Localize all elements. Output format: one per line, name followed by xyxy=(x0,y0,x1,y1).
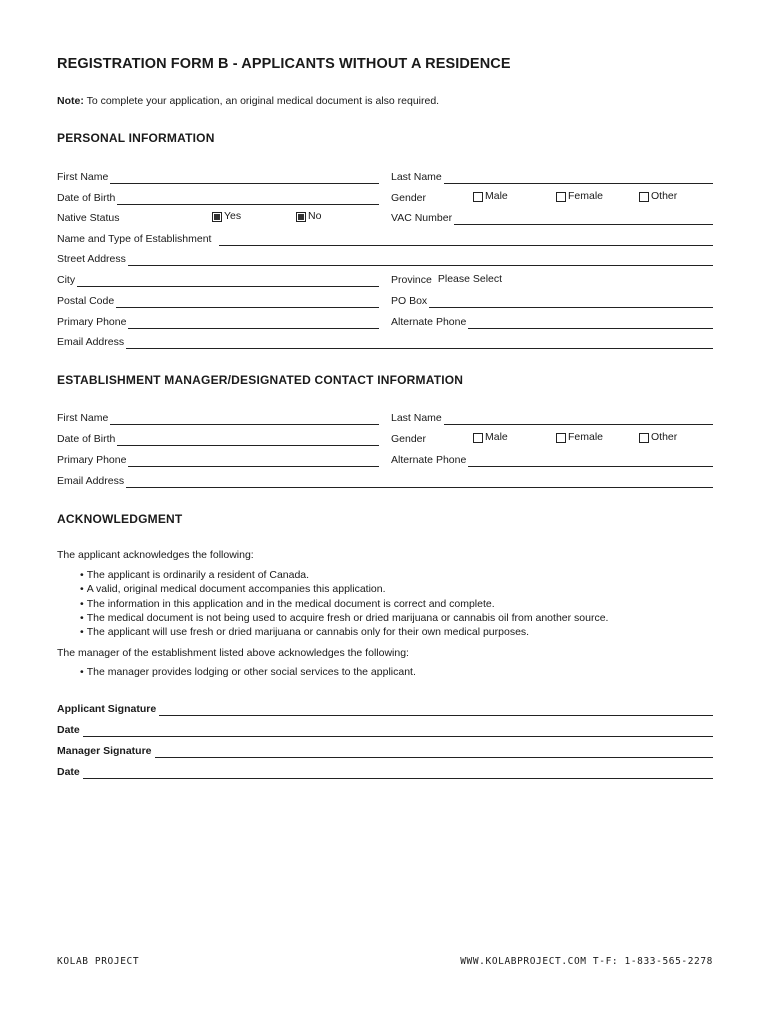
native-status-label: Native Status xyxy=(57,212,120,224)
manager-signature-label: Manager Signature xyxy=(57,745,152,757)
manager-gender-male-label: Male xyxy=(485,431,508,443)
personal-phone-row xyxy=(57,313,713,329)
applicant-ack-intro: The applicant acknowledges the following: xyxy=(57,549,254,561)
dob-line[interactable] xyxy=(117,192,379,205)
manager-alternate-phone-field[interactable] xyxy=(391,451,713,467)
gender-other-label: Other xyxy=(651,190,678,202)
gender-female-option[interactable] xyxy=(556,190,603,203)
establishment-label: Name and Type of Establishment xyxy=(57,233,212,245)
gender-other-option[interactable] xyxy=(639,190,677,203)
street-line[interactable] xyxy=(128,253,713,266)
manager-alternate-phone-label: Alternate Phone xyxy=(391,454,467,466)
gender-male-checkbox[interactable] xyxy=(473,192,483,202)
po-box-line[interactable] xyxy=(429,295,713,308)
manager-last-name-field[interactable] xyxy=(391,409,713,425)
applicant-ack-item: • The information in this application and in the medical document is correct and complete. xyxy=(80,597,608,611)
personal-establishment-row xyxy=(57,230,713,246)
manager-email-field[interactable] xyxy=(57,472,713,488)
manager-email-label: Email Address xyxy=(57,475,125,487)
manager-ack-intro: The manager of the establishment listed above acknowledges the following: xyxy=(57,647,409,659)
manager-signature-line[interactable] xyxy=(155,745,713,758)
applicant-ack-list xyxy=(80,568,608,639)
province-label: Province xyxy=(391,274,432,286)
last-name-line[interactable] xyxy=(444,171,713,184)
note-text: To complete your application, an original medical document is also required. xyxy=(83,95,440,107)
native-yes-option[interactable] xyxy=(212,210,241,223)
street-field[interactable] xyxy=(57,250,713,266)
manager-gender-female-label: Female xyxy=(568,431,604,443)
personal-name-row xyxy=(57,168,713,184)
email-label: Email Address xyxy=(57,336,125,348)
manager-email-row xyxy=(57,472,713,488)
manager-gender-female-checkbox[interactable] xyxy=(556,433,566,443)
gender-male-label: Male xyxy=(485,190,508,202)
registration-form xyxy=(57,0,713,1024)
manager-email-line[interactable] xyxy=(126,475,713,488)
city-field[interactable] xyxy=(57,271,379,287)
po-box-label: PO Box xyxy=(391,295,428,307)
vac-number-line[interactable] xyxy=(454,212,713,225)
last-name-label: Last Name xyxy=(391,171,442,183)
manager-date-line[interactable] xyxy=(83,766,713,779)
note-label: Note: xyxy=(57,95,84,107)
po-box-field[interactable] xyxy=(391,292,713,308)
native-no-label: No xyxy=(308,210,322,222)
email-line[interactable] xyxy=(126,336,713,349)
dob-field[interactable] xyxy=(57,189,379,205)
city-line[interactable] xyxy=(77,274,379,287)
manager-ack-list xyxy=(80,665,416,679)
native-no-checkbox[interactable] xyxy=(296,212,306,222)
native-no-option[interactable] xyxy=(296,210,321,223)
establishment-line[interactable] xyxy=(219,233,713,246)
postal-field[interactable] xyxy=(57,292,379,308)
first-name-label: First Name xyxy=(57,171,109,183)
province-select[interactable]: Please Select xyxy=(437,273,503,285)
applicant-date-label: Date xyxy=(57,724,80,736)
applicant-signature-label: Applicant Signature xyxy=(57,703,157,715)
manager-dob-line[interactable] xyxy=(117,433,379,446)
first-name-line[interactable] xyxy=(110,171,379,184)
manager-dob-label: Date of Birth xyxy=(57,433,116,445)
dob-label: Date of Birth xyxy=(57,192,116,204)
manager-primary-phone-field[interactable] xyxy=(57,451,379,467)
city-label: City xyxy=(57,274,76,286)
manager-dob-field[interactable] xyxy=(57,430,379,446)
native-yes-checkbox[interactable] xyxy=(212,212,222,222)
personal-info-heading: PERSONAL INFORMATION xyxy=(57,131,215,145)
manager-primary-phone-line[interactable] xyxy=(128,454,379,467)
applicant-ack-item: • The medical document is not being used to acquire fresh or dried marijuana or cannabis oil from another source. xyxy=(80,611,608,625)
alternate-phone-line[interactable] xyxy=(468,316,713,329)
manager-phone-row xyxy=(57,451,713,467)
personal-dob-row xyxy=(57,189,713,205)
manager-dob-row xyxy=(57,430,713,446)
applicant-ack-item: • A valid, original medical document accompanies this application. xyxy=(80,582,608,596)
manager-name-row xyxy=(57,409,713,425)
gender-label: Gender xyxy=(391,192,427,204)
gender-label-wrap xyxy=(391,189,451,205)
manager-date-field[interactable] xyxy=(57,763,713,779)
manager-info-heading: ESTABLISHMENT MANAGER/DESIGNATED CONTACT INFORMATION xyxy=(57,373,464,387)
primary-phone-line[interactable] xyxy=(128,316,379,329)
manager-gender-male-option[interactable] xyxy=(473,431,508,444)
personal-postal-row xyxy=(57,292,713,308)
personal-street-row xyxy=(57,250,713,266)
postal-line[interactable] xyxy=(116,295,379,308)
alternate-phone-field[interactable] xyxy=(391,313,713,329)
last-name-field[interactable] xyxy=(391,168,713,184)
primary-phone-label: Primary Phone xyxy=(57,316,127,328)
footer-right: WWW.KOLABPROJECT.COM T-F: 1-833-565-2278 xyxy=(460,956,713,967)
form-title: REGISTRATION FORM B - APPLICANTS WITHOUT A RESIDENCE xyxy=(57,56,511,72)
province-field[interactable] xyxy=(391,271,713,287)
personal-native-row xyxy=(57,209,713,225)
manager-gender-male-checkbox[interactable] xyxy=(473,433,483,443)
footer-left: KOLAB PROJECT xyxy=(57,956,140,967)
gender-female-label: Female xyxy=(568,190,604,202)
alternate-phone-label: Alternate Phone xyxy=(391,316,467,328)
manager-last-name-line[interactable] xyxy=(444,412,713,425)
postal-label: Postal Code xyxy=(57,295,115,307)
manager-signature-field[interactable] xyxy=(57,742,713,758)
manager-gender-label-wrap xyxy=(391,430,451,446)
email-field[interactable] xyxy=(57,333,713,349)
personal-email-row xyxy=(57,333,713,349)
applicant-date-line[interactable] xyxy=(83,724,713,737)
manager-first-name-field[interactable] xyxy=(57,409,379,425)
personal-city-row xyxy=(57,271,713,287)
primary-phone-field[interactable] xyxy=(57,313,379,329)
acknowledgment-heading: ACKNOWLEDGMENT xyxy=(57,512,183,526)
applicant-date-field[interactable] xyxy=(57,721,713,737)
manager-gender-other-checkbox[interactable] xyxy=(639,433,649,443)
applicant-ack-item: • The applicant will use fresh or dried marijuana or cannabis only for their own medical purposes. xyxy=(80,625,608,639)
gender-other-checkbox[interactable] xyxy=(639,192,649,202)
manager-ack-item: • The manager provides lodging or other social services to the applicant. xyxy=(80,665,416,679)
street-label: Street Address xyxy=(57,253,126,265)
native-yes-label: Yes xyxy=(224,210,242,222)
manager-gender-female-option[interactable] xyxy=(556,431,603,444)
first-name-field[interactable] xyxy=(57,168,379,184)
manager-primary-phone-label: Primary Phone xyxy=(57,454,127,466)
note xyxy=(57,95,439,107)
manager-gender-other-option[interactable] xyxy=(639,431,677,444)
gender-male-option[interactable] xyxy=(473,190,508,203)
manager-first-name-label: First Name xyxy=(57,412,109,424)
manager-last-name-label: Last Name xyxy=(391,412,442,424)
manager-gender-other-label: Other xyxy=(651,431,678,443)
establishment-field[interactable] xyxy=(57,230,713,246)
applicant-signature-line[interactable] xyxy=(159,703,713,716)
vac-number-label: VAC Number xyxy=(391,212,453,224)
applicant-signature-field[interactable] xyxy=(57,700,713,716)
vac-number-field[interactable] xyxy=(391,209,713,225)
applicant-ack-item: • The applicant is ordinarily a resident of Canada. xyxy=(80,568,608,582)
manager-gender-label: Gender xyxy=(391,433,427,445)
manager-date-label: Date xyxy=(57,766,80,778)
gender-female-checkbox[interactable] xyxy=(556,192,566,202)
manager-first-name-line[interactable] xyxy=(110,412,379,425)
native-status-wrap xyxy=(57,209,177,225)
manager-alternate-phone-line[interactable] xyxy=(468,454,713,467)
